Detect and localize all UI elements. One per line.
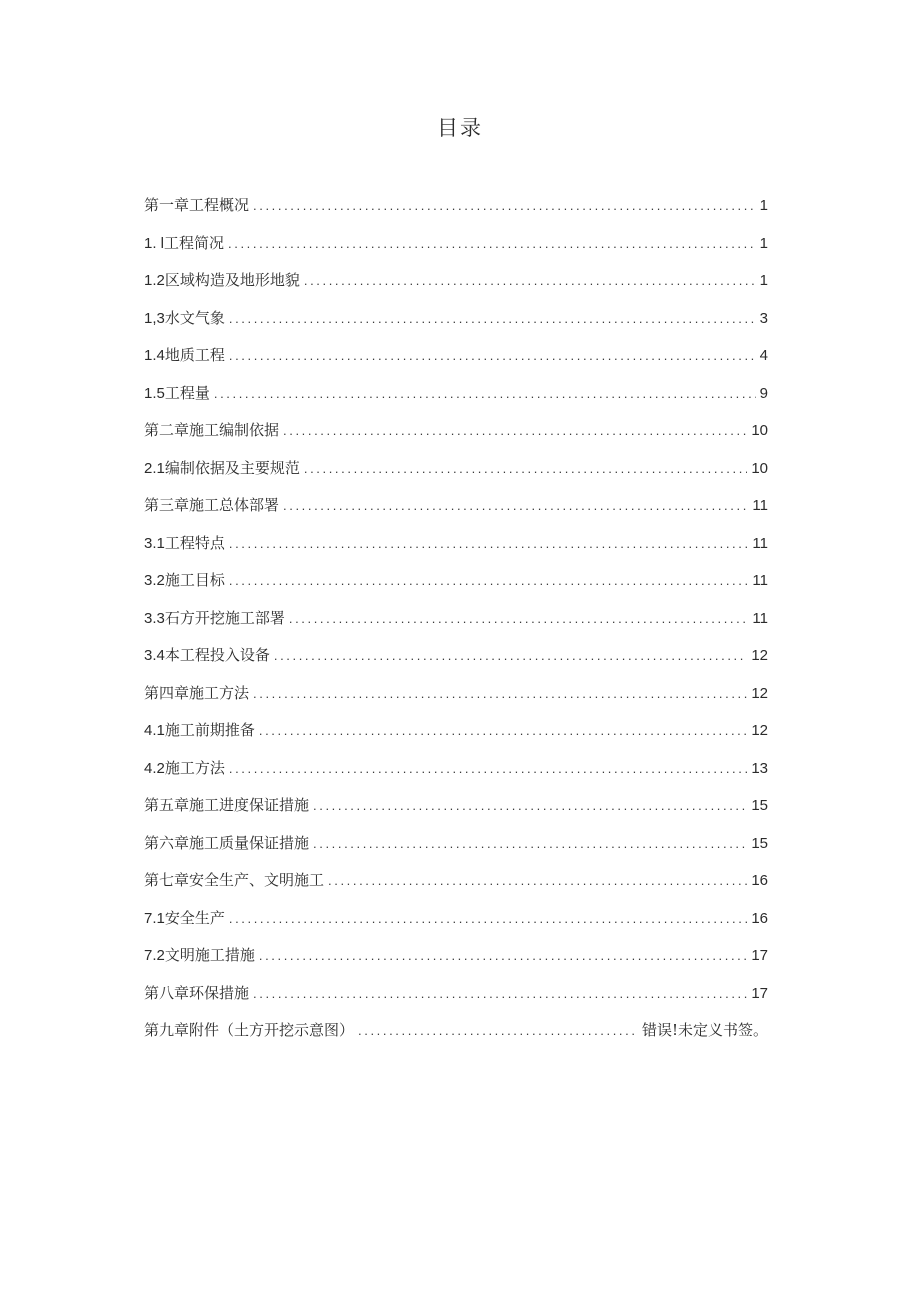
toc-entry-label (144, 375, 210, 413)
toc-leader-dots (274, 637, 747, 675)
toc-entry-label (144, 1012, 354, 1050)
toc-entry[interactable] (144, 862, 768, 900)
toc-entry-label (144, 337, 225, 375)
toc-entry-label (144, 900, 225, 938)
toc-entry[interactable] (144, 1012, 768, 1050)
toc-page-number: 11 (752, 609, 768, 627)
toc-page-number: 16 (751, 909, 768, 927)
toc-entry[interactable] (144, 300, 768, 338)
toc-page-number: 错误!未定义书签。 (641, 1021, 768, 1039)
toc-entry[interactable] (144, 487, 768, 525)
toc-entry-number: 3.3 (144, 609, 165, 627)
toc-entry[interactable] (144, 450, 768, 488)
toc-entry-label (144, 562, 225, 600)
toc-title: 目录 (437, 116, 483, 140)
toc-entry[interactable] (144, 787, 768, 825)
toc-entry-text: 工程特点 (164, 533, 225, 552)
toc-leader-dots (253, 675, 747, 713)
toc-leader-dots (229, 525, 749, 563)
toc-leader-dots (229, 562, 749, 600)
toc-leader-dots (283, 487, 748, 525)
toc-entry-label (144, 750, 225, 788)
toc-entry[interactable] (144, 750, 768, 788)
toc-entry[interactable] (144, 412, 768, 450)
toc-entry[interactable] (144, 337, 768, 375)
toc-entry-number: 7.1 (144, 909, 165, 927)
toc-entry-label (144, 825, 309, 863)
toc-entry-text: 水文气象 (164, 308, 225, 327)
toc-leader-dots (259, 937, 747, 975)
toc-page-number: 15 (751, 797, 768, 814)
toc-entry-text: 编制依据及主要规范 (164, 458, 300, 477)
toc-leader-dots (229, 900, 747, 938)
toc-entry-label (144, 187, 249, 225)
toc-entry-text: 第五章施工进度保证措施 (144, 796, 310, 814)
toc-leader-dots (358, 1012, 638, 1050)
toc-leader-dots (289, 600, 749, 638)
toc-entry-text: 施工方法 (164, 758, 225, 777)
toc-entry-text: 第三章施工总体部署 (144, 496, 280, 514)
toc-page-number: 12 (751, 684, 768, 702)
toc-entry-text: 第九章附件（土方开挖示意图） (144, 1021, 355, 1039)
toc-entry[interactable] (144, 712, 768, 750)
toc-page-number: 11 (752, 497, 768, 514)
toc-entry-text: 第八章环保措施 (144, 983, 250, 1002)
toc-entry-number: 2.1 (144, 459, 165, 477)
toc-leader-dots (304, 262, 756, 300)
toc-entry-text: 区域构造及地形地貌 (164, 271, 300, 289)
toc-entry-label (144, 862, 324, 900)
toc-page-number: 11 (752, 534, 768, 552)
toc-leader-dots (228, 225, 756, 263)
toc-leader-dots (229, 337, 756, 375)
toc-leader-dots (253, 975, 747, 1013)
toc-leader-dots (253, 187, 756, 225)
toc-entry-label (144, 525, 225, 563)
toc-entry-label (144, 600, 285, 638)
toc-entry[interactable] (144, 525, 768, 563)
toc-entry-text: 施工目标 (164, 571, 225, 589)
toc-entry-label (144, 712, 255, 750)
toc-entry-text: 工程量 (164, 383, 210, 402)
toc-entry-text: 安全生产 (164, 908, 225, 927)
toc-entry[interactable] (144, 187, 768, 225)
toc-page-number: 9 (759, 384, 768, 402)
toc-entry-text: 石方开挖施工部署 (164, 608, 285, 627)
toc-entry[interactable] (144, 825, 768, 863)
toc-entry-text: 第二章施工编制依据 (144, 421, 280, 439)
toc-entry[interactable] (144, 675, 768, 713)
toc-entry-label (144, 262, 300, 300)
toc-entry-number: 3.2 (144, 572, 165, 589)
toc-entry-text: 第七章安全生产、文明施工 (144, 871, 325, 889)
toc-entry[interactable] (144, 262, 768, 300)
toc-leader-dots (283, 412, 747, 450)
toc-entry-text: 第一章工程概况 (144, 196, 250, 214)
toc-page-number: 13 (751, 759, 768, 777)
toc-leader-dots (313, 787, 747, 825)
toc-entry-number: 3.1 (144, 534, 165, 552)
toc-entry-text: 地质工程 (164, 346, 225, 364)
toc-list (144, 187, 768, 1050)
toc-page-number: 10 (751, 459, 768, 477)
toc-page-number: 16 (751, 872, 768, 889)
toc-page-number: 12 (751, 722, 768, 739)
toc-entry-number: 4.2 (144, 759, 165, 777)
toc-page-number: 1 (759, 272, 768, 289)
toc-entry-text: 工程简况 (164, 233, 225, 252)
toc-leader-dots (229, 750, 747, 788)
toc-entry-text: 文明施工措施 (164, 946, 255, 964)
toc-page-number: 4 (759, 347, 768, 364)
toc-entry[interactable] (144, 600, 768, 638)
toc-leader-dots (259, 712, 747, 750)
toc-entry[interactable] (144, 375, 768, 413)
toc-entry-number: 1.4 (144, 347, 165, 364)
toc-entry[interactable] (144, 225, 768, 263)
toc-entry-number: 1. l (144, 234, 165, 252)
toc-entry[interactable] (144, 562, 768, 600)
toc-entry-number: 4.1 (144, 722, 165, 739)
toc-entry-label (144, 675, 249, 713)
toc-entry[interactable] (144, 937, 768, 975)
toc-leader-dots (229, 300, 756, 338)
toc-entry-label (144, 787, 309, 825)
toc-entry-label (144, 637, 270, 675)
toc-entry-text: 本工程投入设备 (164, 646, 270, 664)
toc-entry-label (144, 300, 225, 338)
toc-page-number: 17 (751, 984, 768, 1002)
toc-entry-number: 1,3 (144, 309, 165, 327)
toc-page-number: 11 (752, 572, 768, 589)
toc-entry-number: 1.5 (144, 384, 165, 402)
toc-entry[interactable] (144, 975, 768, 1013)
toc-page-number: 15 (751, 834, 768, 852)
toc-page-number: 1 (759, 197, 768, 214)
toc-leader-dots (313, 825, 747, 863)
toc-entry-text: 施工前期推备 (164, 721, 255, 739)
toc-entry-label (144, 225, 224, 263)
toc-leader-dots (214, 375, 756, 413)
toc-entry-text: 第六章施工质量保证措施 (144, 833, 310, 852)
toc-entry-label (144, 412, 279, 450)
toc-page-number: 10 (751, 422, 768, 439)
toc-entry-text: 第四章施工方法 (144, 683, 250, 702)
toc-entry-label (144, 937, 255, 975)
toc-page-number: 12 (751, 647, 768, 664)
toc-entry[interactable] (144, 900, 768, 938)
toc-entry-label (144, 975, 249, 1013)
toc-page-number: 1 (759, 234, 768, 252)
toc-leader-dots (328, 862, 747, 900)
toc-page-number: 17 (751, 947, 768, 964)
toc-entry[interactable] (144, 637, 768, 675)
toc-entry-number: 7.2 (144, 947, 165, 964)
toc-page-number: 3 (759, 309, 768, 327)
toc-entry-label (144, 487, 279, 525)
toc-entry-number: 3.4 (144, 647, 165, 664)
toc-entry-number: 1.2 (144, 272, 165, 289)
toc-leader-dots (304, 450, 747, 488)
toc-entry-label (144, 450, 300, 488)
